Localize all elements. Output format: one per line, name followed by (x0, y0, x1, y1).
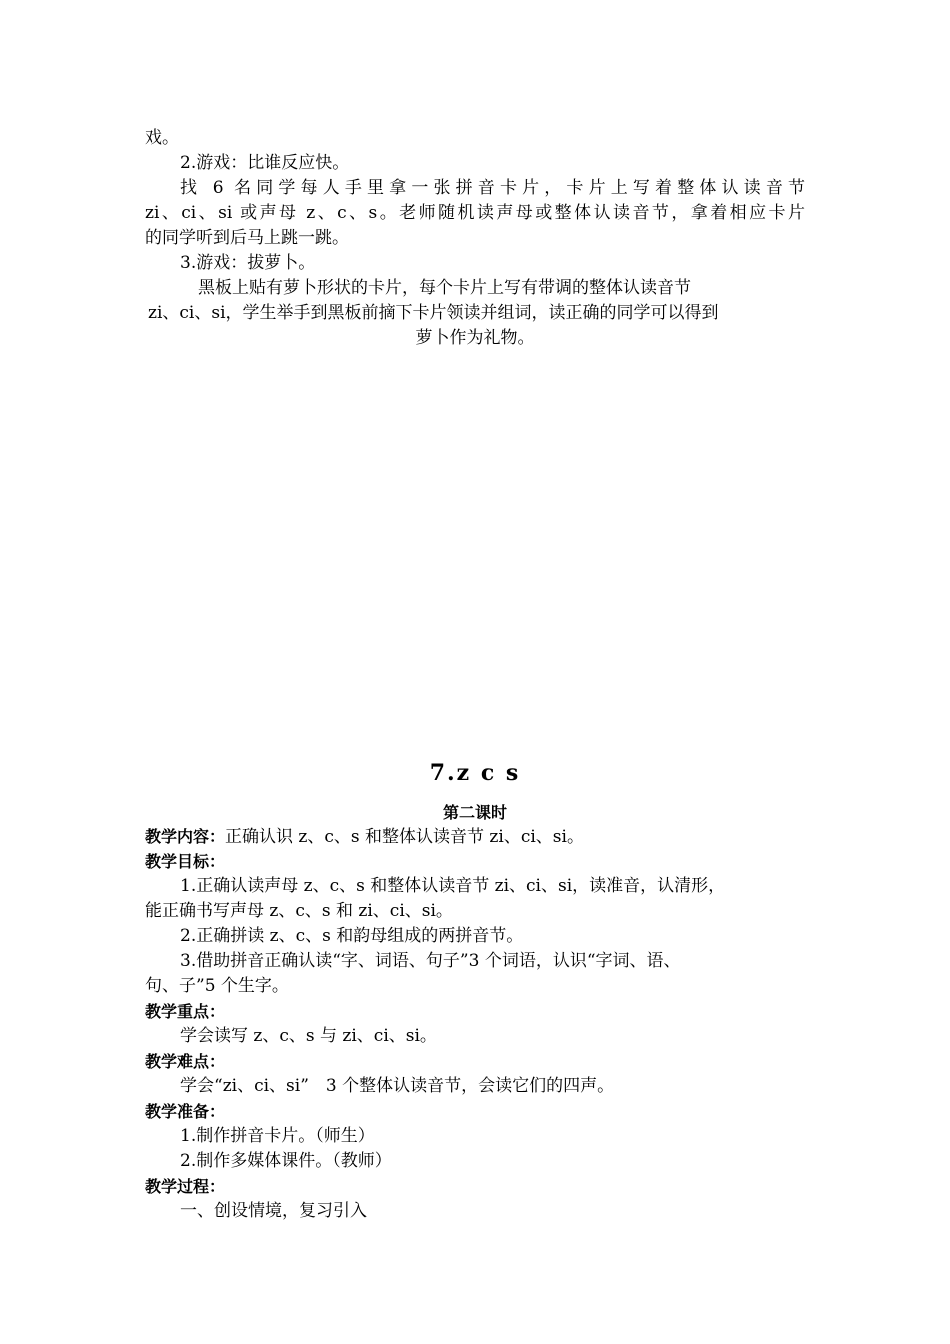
paragraph-line: 萝卜作为礼物。 (415, 328, 535, 348)
paragraph-line: 找 6 名同学每人手里拿一张拼音卡片，卡片上写着整体认读音节 (180, 178, 805, 198)
lesson-title: 7.z c s (429, 760, 521, 786)
goal-line: 1.正确认读声母 z、c、s 和整体认读音节 zi、ci、si，读准音，认清形， (180, 876, 726, 896)
key-points-label: 教学重点： (145, 1002, 226, 1021)
teaching-content (145, 824, 805, 850)
game-2-heading: 2.游戏：比谁反应快。 (180, 153, 350, 173)
preparation-item: 2.制作多媒体课件。（教师） (180, 1151, 392, 1171)
paragraph-line: 戏。 (145, 128, 179, 148)
paragraph-line: zi、ci、si 或声母 z、c、s。老师随机读声母或整体认读音节，拿着相应卡片 (145, 203, 805, 223)
process-step: 一、创设情境，复习引入 (180, 1201, 367, 1221)
paragraph-line: 黑板上贴有萝卜形状的卡片，每个卡片上写有带调的整体认读音节 (198, 278, 691, 298)
paragraph-line: 的同学听到后马上跳一跳。 (145, 228, 349, 248)
game-3-heading: 3.游戏：拔萝卜。 (180, 253, 316, 273)
difficulty-label: 教学难点： (145, 1052, 226, 1071)
teaching-content-label: 教学内容： (145, 827, 226, 846)
teaching-goals-label: 教学目标： (145, 852, 226, 871)
goal-line: 句、子”5 个生字。 (145, 976, 289, 996)
goal-line: 2.正确拼读 z、c、s 和韵母组成的两拼音节。 (180, 926, 524, 946)
teaching-content-text: 正确认识 z、c、s 和整体认读音节 zi、ci、si。 (225, 827, 584, 847)
preparation-item: 1.制作拼音卡片。（师生） (180, 1126, 375, 1146)
preparation-label: 教学准备： (145, 1102, 226, 1121)
goal-line: 能正确书写声母 z、c、s 和 zi、ci、si。 (145, 901, 453, 921)
process-label: 教学过程： (145, 1177, 226, 1196)
paragraph-line: zi、ci、si，学生举手到黑板前摘下卡片领读并组词，读正确的同学可以得到 (148, 303, 719, 323)
key-points-text: 学会读写 z、c、s 与 zi、ci、si。 (180, 1026, 437, 1046)
difficulty-text: 学会“zi、ci、si” 3 个整体认读音节，会读它们的四声。 (180, 1076, 615, 1096)
goal-line: 3.借助拼音正确认读“字、词语、句子”3 个词语，认识“字词、语、 (180, 951, 681, 971)
lesson-subtitle: 第二课时 (442, 803, 507, 822)
